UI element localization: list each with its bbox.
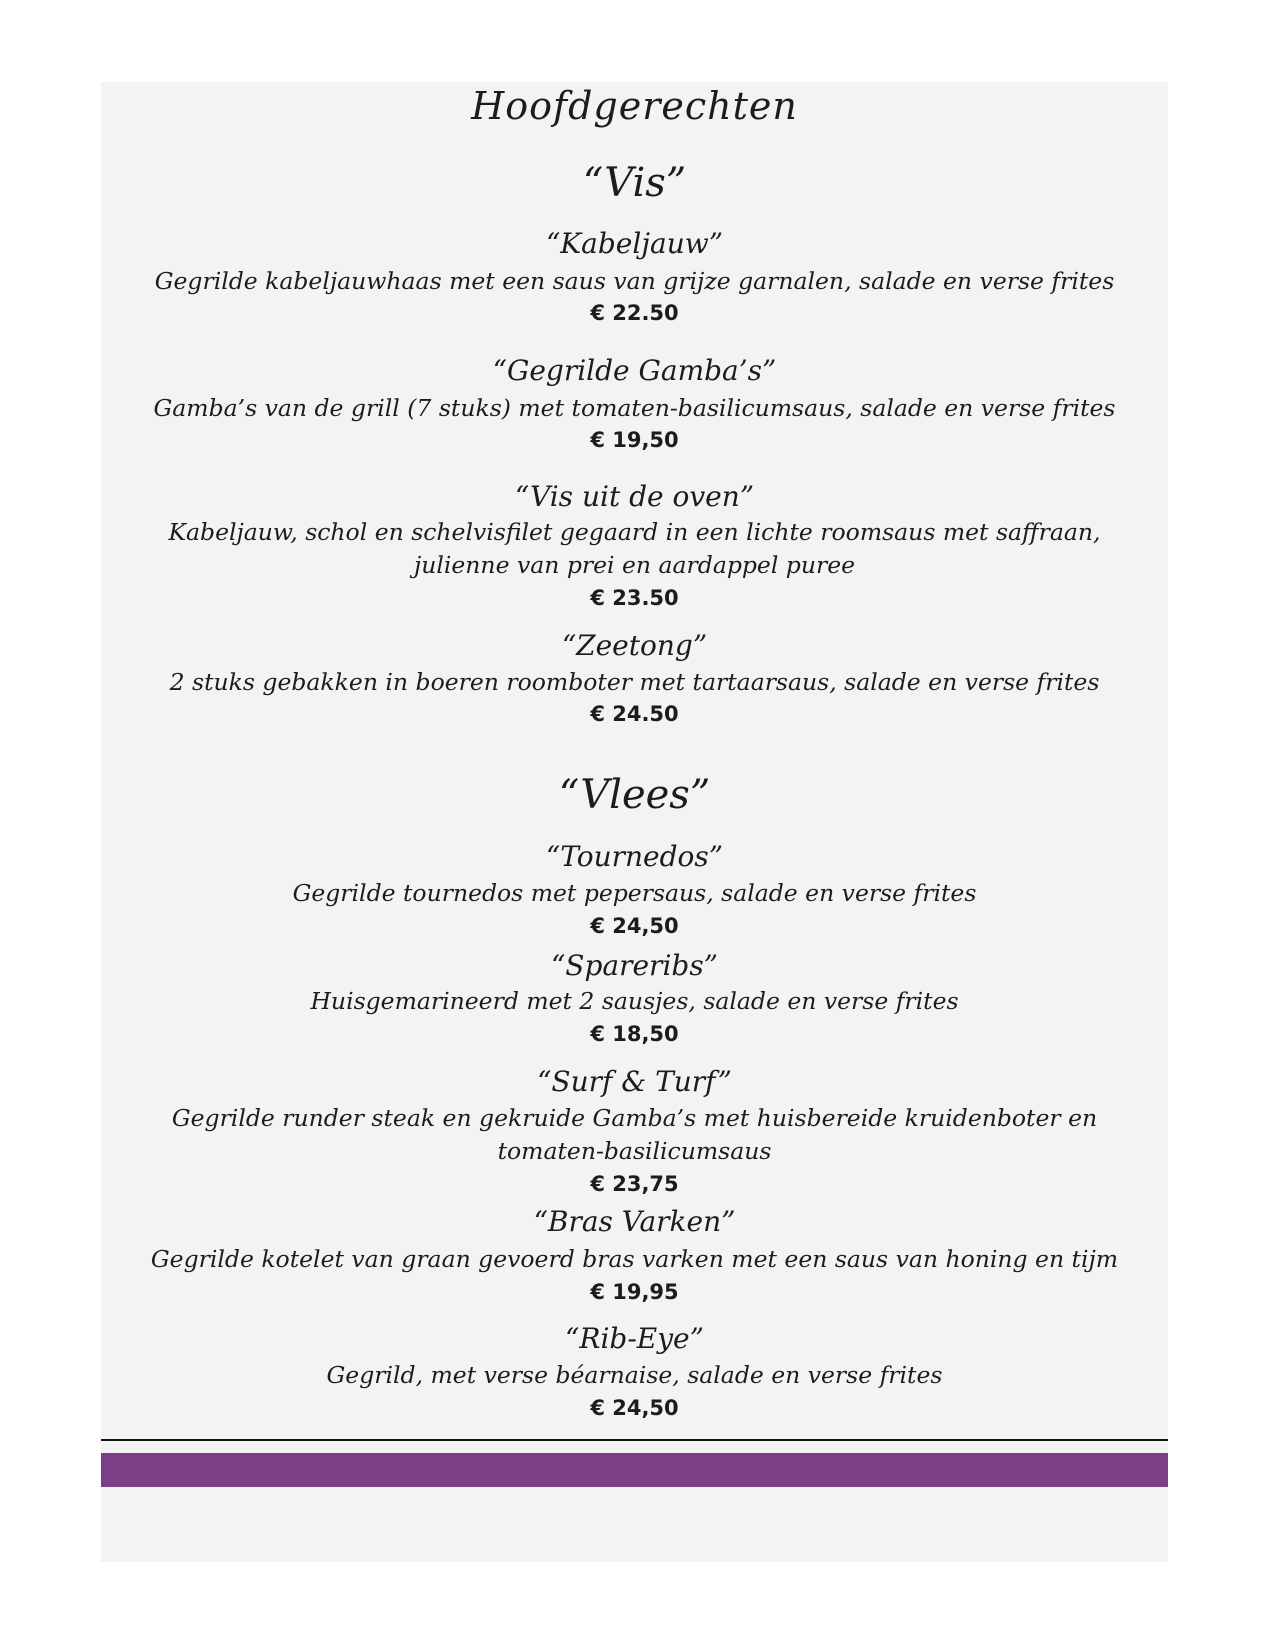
dish-name: “Surf & Turf” — [537, 1065, 732, 1098]
dish-price: € 18,50 — [590, 1022, 679, 1046]
dish-description: Huisgemarineerd met 2 sausjes, salade en verse frites — [310, 987, 959, 1015]
dish-description-line2: julienne van prei en aardappel puree — [413, 551, 856, 579]
dish-description: Gamba’s van de grill (7 stuks) met tomaten-basilicumsaus, salade en verse frites — [153, 394, 1116, 422]
dish-description: 2 stuks gebakken in boeren roomboter met tartaarsaus, salade en verse frites — [169, 668, 1100, 696]
dish-description: Gegrilde kotelet van graan gevoerd bras varken met een saus van honing en tijm — [150, 1245, 1119, 1273]
dish-name: “Zeetong” — [561, 629, 708, 662]
dish-price: € 19,95 — [590, 1280, 679, 1304]
dish-name: “Spareribs” — [550, 949, 718, 982]
dish-description: Gegrilde runder steak en gekruide Gamba’s met huisbereide kruidenboter en — [171, 1104, 1098, 1132]
footer-divider — [101, 1439, 1168, 1441]
section-heading-vlees: “Vlees” — [558, 772, 711, 818]
dish-price: € 24.50 — [590, 702, 679, 726]
menu-page — [101, 82, 1168, 1562]
page-title: Hoofdgerechten — [471, 84, 798, 128]
dish-name: “Gegrilde Gamba’s” — [492, 354, 777, 387]
dish-price: € 24,50 — [590, 914, 679, 938]
dish-name: “Bras Varken” — [533, 1205, 736, 1238]
dish-description: Gegrilde tournedos met pepersaus, salade en verse frites — [292, 879, 977, 907]
dish-price: € 19,50 — [590, 428, 679, 452]
dish-name: “Kabeljauw” — [545, 227, 724, 260]
dish-name: “Tournedos” — [545, 840, 724, 873]
footer-accent-band — [101, 1453, 1168, 1487]
dish-description: Gegrilde kabeljauwhaas met een saus van grijze garnalen, salade en verse frites — [154, 267, 1115, 295]
dish-price: € 24,50 — [590, 1396, 679, 1420]
dish-price: € 23,75 — [590, 1172, 679, 1196]
section-heading-vis: “Vis” — [582, 160, 687, 206]
dish-name: “Rib-Eye” — [565, 1322, 704, 1355]
dish-description-line2: tomaten-basilicumsaus — [497, 1137, 772, 1165]
dish-price: € 22.50 — [590, 301, 679, 325]
dish-price: € 23.50 — [590, 586, 679, 610]
dish-description: Gegrild, met verse béarnaise, salade en verse frites — [326, 1361, 943, 1389]
dish-description: Kabeljauw, schol en schelvisfilet gegaard in een lichte roomsaus met saffraan, — [168, 518, 1101, 546]
dish-name: “Vis uit de oven” — [514, 480, 755, 513]
